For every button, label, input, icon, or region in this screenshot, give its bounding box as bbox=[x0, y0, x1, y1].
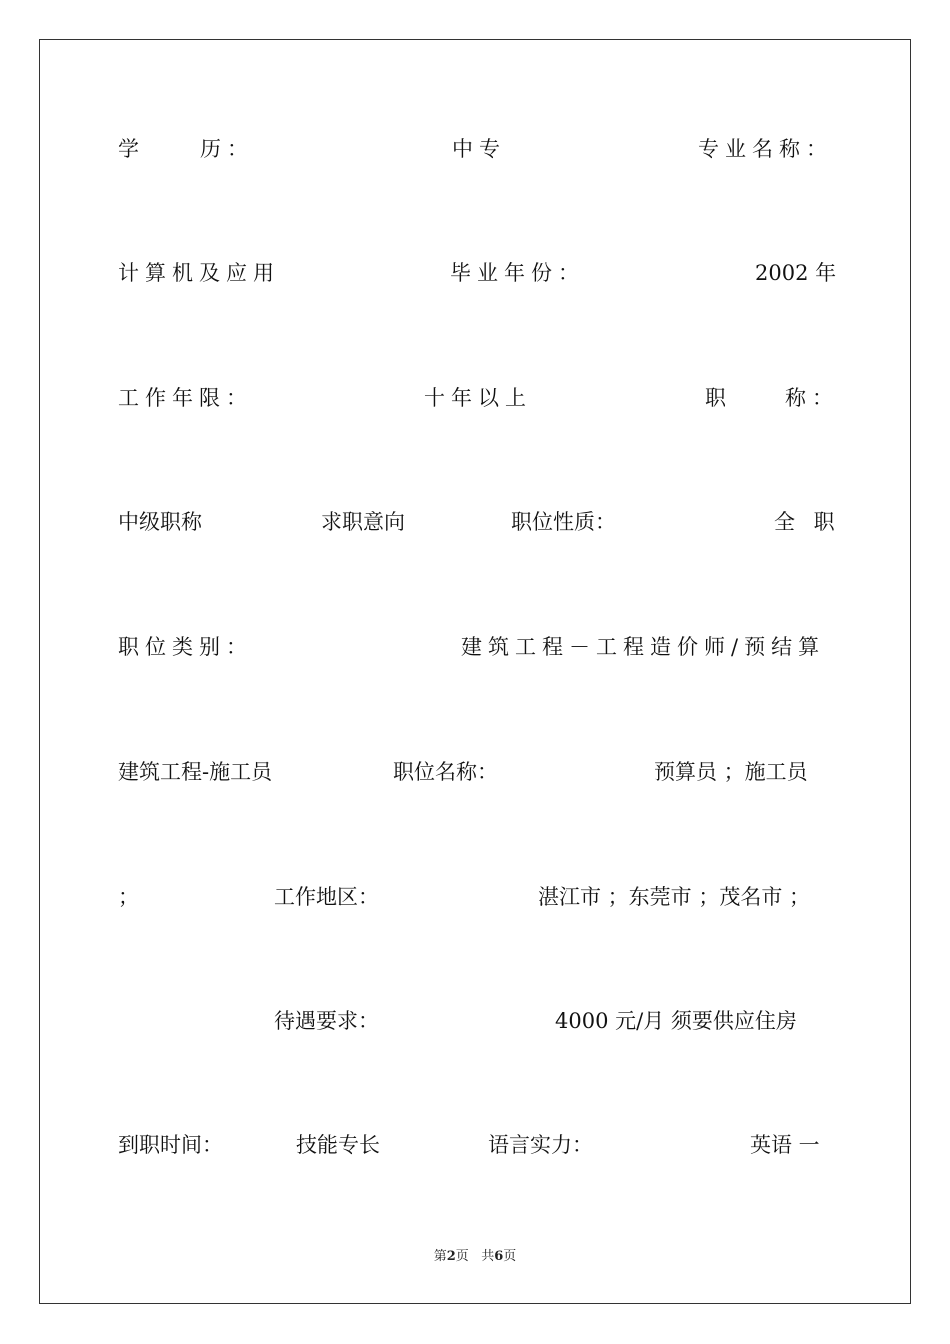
label-job-category: 职位类别： bbox=[118, 635, 253, 659]
footer-page-number: 2 bbox=[446, 1249, 456, 1264]
label-start-date: 到职时间： bbox=[118, 1133, 223, 1157]
value-education: 中专 bbox=[452, 137, 506, 161]
value-job-name: 预算员 ；施工员 bbox=[654, 760, 808, 784]
line-education bbox=[118, 134, 838, 164]
page-footer bbox=[0, 1248, 950, 1266]
footer-prefix: 第 bbox=[433, 1249, 447, 1264]
footer-total-pages: 6 bbox=[494, 1249, 504, 1264]
label-major: 专业名称： bbox=[698, 137, 833, 161]
line-start-date bbox=[118, 1130, 838, 1160]
label-job-nature: 职位性质： bbox=[511, 510, 616, 534]
footer-total-unit: 页 bbox=[503, 1249, 517, 1264]
label-work-area: 工作地区： bbox=[274, 885, 379, 909]
page-border bbox=[39, 39, 911, 1304]
label-job-intent: 求职意向 bbox=[321, 510, 405, 534]
label-graduation-year: 毕业年份： bbox=[450, 261, 585, 285]
label-title-1: 职 bbox=[705, 386, 726, 410]
label-job-name: 职位名称： bbox=[393, 760, 498, 784]
line-salary bbox=[118, 1006, 838, 1036]
line-work-area bbox=[118, 882, 838, 912]
line-major bbox=[118, 258, 838, 288]
footer-page-unit: 页 bbox=[455, 1249, 469, 1264]
label-education-2: 历： bbox=[200, 137, 254, 161]
label-skills: 技能专长 bbox=[296, 1133, 380, 1157]
value-language: 英语 一 bbox=[750, 1133, 820, 1157]
value-graduation-year: 2002 年 bbox=[755, 261, 837, 285]
line-job-intent bbox=[118, 507, 841, 537]
footer-total-prefix: 共 bbox=[481, 1249, 495, 1264]
value-work-area: 湛江市 ；东莞市 ；茂名市 ； bbox=[538, 885, 811, 909]
label-salary: 待遇要求： bbox=[274, 1009, 379, 1033]
line-work-years bbox=[118, 383, 838, 413]
label-language: 语言实力： bbox=[488, 1133, 593, 1157]
label-education-1: 学 bbox=[118, 137, 139, 161]
value-major: 计算机及应用 bbox=[118, 261, 280, 285]
value-salary: 4000 元/月 须要供应住房 bbox=[555, 1009, 797, 1033]
value-job-nature: 全 职 bbox=[774, 510, 841, 534]
line-job-name bbox=[118, 757, 838, 787]
label-work-years: 工作年限： bbox=[118, 386, 253, 410]
line-job-category bbox=[118, 632, 838, 662]
label-title-2: 称： bbox=[785, 386, 839, 410]
value-job-category: 建筑工程－工程造价师/预结算 bbox=[461, 635, 826, 659]
separator: ； bbox=[118, 885, 139, 909]
value-work-years: 十年以上 bbox=[424, 386, 532, 410]
value-job-category-2: 建筑工程-施工员 bbox=[118, 760, 273, 784]
value-title: 中级职称 bbox=[118, 510, 202, 534]
